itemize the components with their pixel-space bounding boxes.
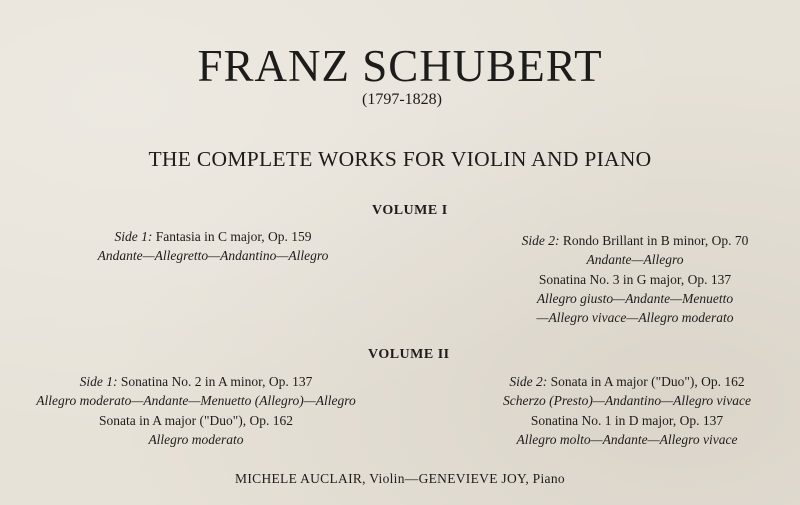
movements: Allegro giusto—Andante—Menuetto <box>536 290 734 306</box>
movements: Allegro moderato <box>148 431 244 447</box>
work-title: Rondo Brillant in B minor, Op. 70 <box>562 233 749 248</box>
performers-credit: MICHELE AUCLAIR, Violin—GENEVIEVE JOY, Piano <box>235 471 565 486</box>
movements: —Allegro vivace—Allegro moderato <box>536 310 734 326</box>
volume-2-side-1 <box>31 372 361 449</box>
composer-title: FRANZ SCHUBERT <box>197 41 603 91</box>
movements: Scherzo (Presto)—Andantino—Allegro vivace <box>503 393 751 409</box>
work-title: Sonatina No. 1 in D major, Op. 137 <box>530 412 724 428</box>
album-subtitle: THE COMPLETE WORKS FOR VIOLIN AND PIANO <box>148 147 652 171</box>
movements: Allegro molto—Andante—Allegro vivace <box>516 431 738 447</box>
movements: Allegro moderato—Andante—Menuetto (Allegro)—Allegro <box>36 393 356 409</box>
volume-2-heading: VOLUME II <box>368 347 450 362</box>
work-title: Sonatina No. 2 in A minor, Op. 137 <box>120 374 313 389</box>
side-label: Side 1: <box>114 229 153 244</box>
work-title: Fantasia in C major, Op. 159 <box>155 229 312 244</box>
volume-2-side-2 <box>462 372 792 449</box>
volume-1-heading: VOLUME I <box>372 203 448 218</box>
volume-1-side-1 <box>48 227 378 266</box>
movements: Andante—Allegro <box>586 252 684 268</box>
side-2-work-line <box>462 372 792 391</box>
work-title: Sonata in A major ("Duo"), Op. 162 <box>550 374 745 389</box>
side-label: Side 1: <box>79 374 118 389</box>
volume-1-side-2 <box>470 231 800 327</box>
composer-dates: (1797-1828) <box>362 91 442 108</box>
work-title: Sonata in A major ("Duo"), Op. 162 <box>98 412 293 428</box>
side-1-work-line <box>48 227 378 246</box>
side-2-work-line <box>470 231 800 250</box>
side-label: Side 2: <box>509 374 548 389</box>
movements: Andante—Allegretto—Andantino—Allegro <box>97 248 329 264</box>
work-title: Sonatina No. 3 in G major, Op. 137 <box>538 271 732 287</box>
side-1-work-line <box>31 372 361 391</box>
side-label: Side 2: <box>521 233 560 248</box>
